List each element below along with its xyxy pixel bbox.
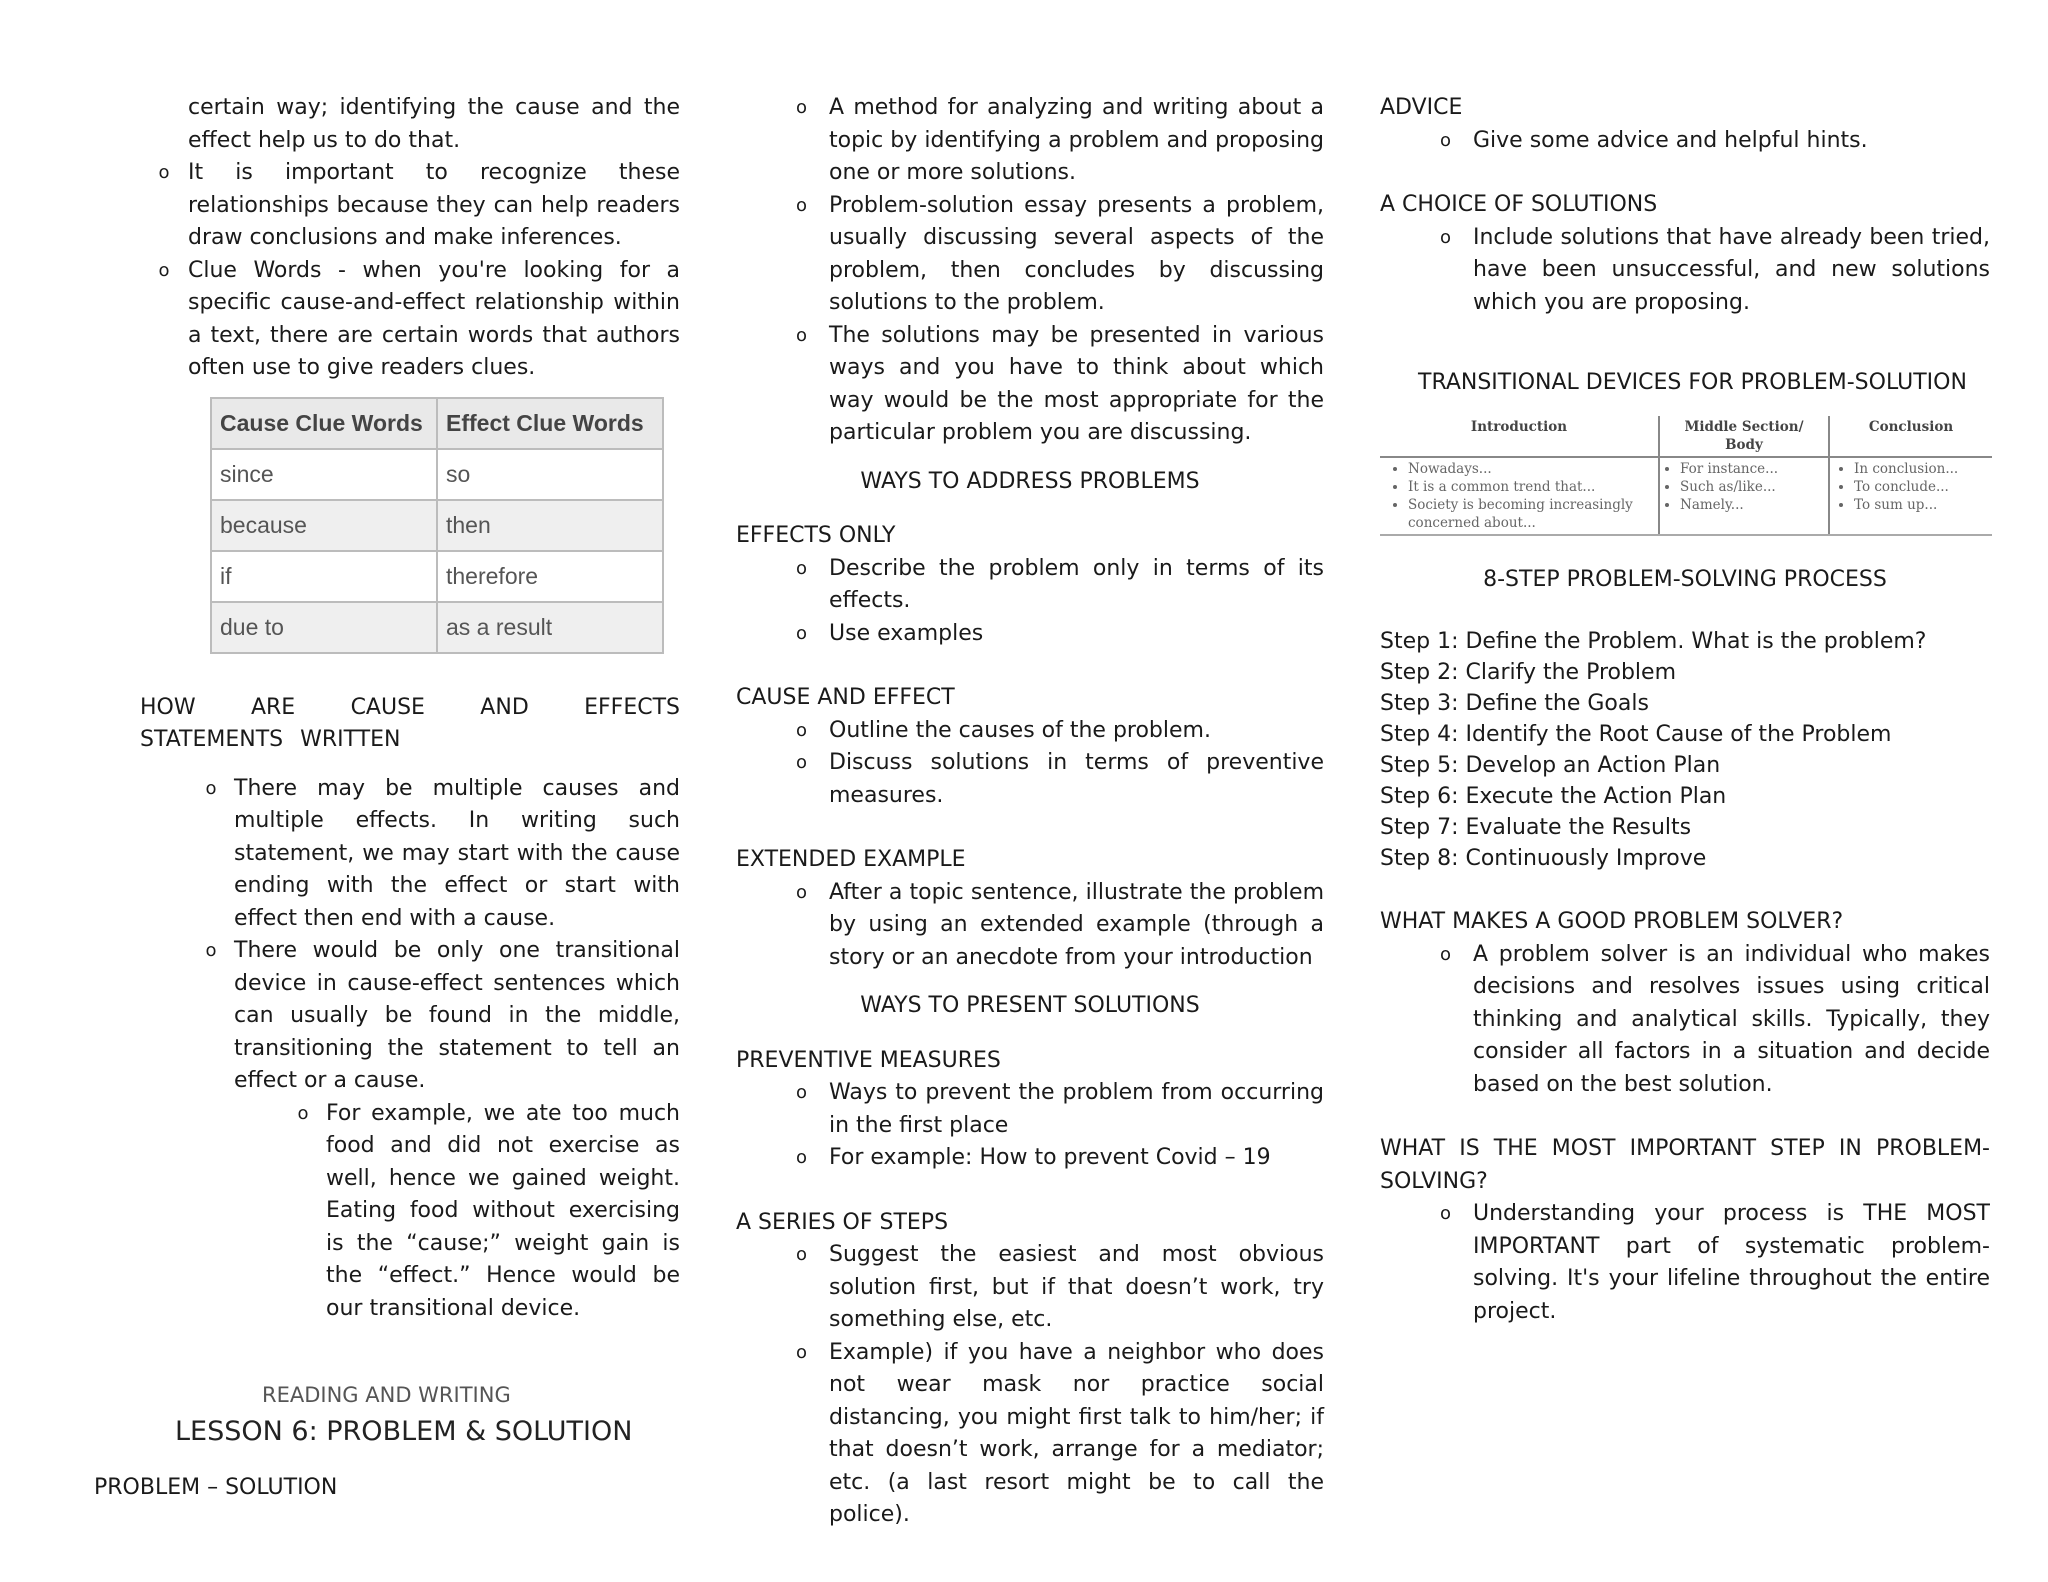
column-3: [1380, 92, 1990, 1328]
list-item: o It is important to recognize these relationships because they can help readers draw conclusions and make inferences.: [140, 157, 680, 255]
section-heading: TRANSITIONAL DEVICES FOR PROBLEM-SOLUTION: [1418, 370, 1967, 395]
table-cell: [1829, 457, 1992, 535]
list-item: • Society is becoming increasingly concerned about...: [1408, 496, 1654, 532]
list-item: o For example: How to prevent Covid – 19: [736, 1142, 1324, 1175]
table-cell: if: [211, 551, 437, 602]
subheading: ADVICE: [1380, 95, 1463, 120]
list-item: o Include solutions that have already been tried, have been unsuccessful, and new solutions which you are proposing.: [1380, 222, 1990, 320]
bullet-marker: o: [795, 719, 807, 741]
subheading: EXTENDED EXAMPLE: [736, 847, 966, 872]
table-cell: so: [437, 449, 663, 500]
list-item: • To conclude...: [1854, 478, 1988, 496]
table-cell: since: [211, 449, 437, 500]
list-item: • In conclusion...: [1854, 460, 1988, 478]
list-item: • For instance...: [1680, 460, 1824, 478]
bullet-marker: o: [795, 1341, 807, 1363]
list-item: • To sum up...: [1854, 496, 1988, 514]
table-header: Middle Section/ Body: [1659, 416, 1829, 457]
list-item: o Ways to prevent the problem from occurring in the first place: [736, 1077, 1324, 1142]
list-item: o There may be multiple causes and multiple effects. In writing such statement, we may start with the cause ending with the effect or start with effect then end with a cause.: [140, 773, 680, 936]
transitional-devices-table: [1380, 416, 1992, 536]
bullet-marker: o: [158, 259, 170, 281]
bullet-marker: o: [795, 557, 807, 579]
table-cell: as a result: [437, 602, 663, 653]
list-item: o The solutions may be presented in various ways and you have to think about which way would be the most appropriate for the particular problem you are discussing.: [736, 320, 1324, 450]
subheading: WHAT IS THE MOST IMPORTANT STEP IN PROBLEM-SOLVING?: [1380, 1136, 1990, 1194]
step-item: Step 1: Define the Problem. What is the problem?: [1380, 629, 1927, 654]
subheading: PREVENTIVE MEASURES: [736, 1047, 1001, 1073]
list-item: • Nowadays...: [1408, 460, 1654, 478]
bullet-marker: o: [795, 1147, 807, 1168]
bullet-marker: o: [297, 1102, 309, 1124]
list-item: o Outline the causes of the problem.: [736, 715, 1324, 748]
section-heading: WAYS TO PRESENT SOLUTIONS: [860, 993, 1200, 1018]
section-heading: PROBLEM – SOLUTION: [94, 1474, 338, 1500]
subheading: CAUSE AND EFFECT: [736, 685, 955, 710]
bullet-marker: o: [795, 194, 807, 216]
list-item: o Give some advice and helpful hints.: [1380, 125, 1990, 158]
bullet-marker: o: [1439, 943, 1451, 965]
table-header: Cause Clue Words: [211, 398, 437, 449]
bullet-marker: o: [795, 97, 807, 118]
section-heading: HOW ARE CAUSE AND EFFECTS STATEMENTS WRITTEN: [140, 694, 680, 752]
list-item: o Use examples: [736, 618, 1324, 651]
list-item: o Suggest the easiest and most obvious solution first, but if that doesn’t work, try something else, etc.: [736, 1239, 1324, 1337]
table-cell: then: [437, 500, 663, 551]
table-header: Effect Clue Words: [437, 398, 663, 449]
table-cell: due to: [211, 602, 437, 653]
bullet-marker: o: [795, 881, 807, 903]
list-item: o For example, we ate too much food and did not exercise as well, hence we gained weight. Eating food without exercising is the “cause;” weight gain is the “effect.” Hence would be our transitional device.: [140, 1098, 680, 1326]
list-item: o Understanding your process is THE MOST IMPORTANT part of systematic problem-solving. It's your lifeline throughout the entire project.: [1380, 1198, 1990, 1328]
list-item: o There would be only one transitional device in cause-effect sentences which can usually be found in the middle, transitioning the statement to tell an effect or a cause.: [140, 935, 680, 1098]
table-cell: therefore: [437, 551, 663, 602]
list-item: • It is a common trend that...: [1408, 478, 1654, 496]
bullet-marker: o: [1439, 226, 1451, 248]
list-item: o A method for analyzing and writing about a topic by identifying a problem and proposing one or more solutions.: [736, 92, 1324, 190]
column-1: [94, 92, 680, 1504]
subheading: WHAT MAKES A GOOD PROBLEM SOLVER?: [1380, 909, 1844, 934]
bullet-marker: o: [205, 777, 217, 799]
subheading: EFFECTS ONLY: [736, 523, 896, 548]
section-heading: 8-STEP PROBLEM-SOLVING PROCESS: [1483, 566, 1887, 592]
intro-continuation: certain way; identifying the cause and the effect help us to do that.: [188, 95, 680, 153]
list-item: o Problem-solution essay presents a problem, usually discussing several aspects of the problem, then concludes by discussing solutions to the problem.: [736, 190, 1324, 320]
clue-words-table: [210, 397, 664, 654]
step-item: Step 4: Identify the Root Cause of the Problem: [1380, 722, 1892, 747]
bullet-marker: o: [158, 162, 170, 183]
step-item: Step 3: Define the Goals: [1380, 691, 1649, 716]
bullet-marker: o: [795, 622, 807, 644]
step-item: Step 2: Clarify the Problem: [1380, 660, 1677, 685]
subject-label: READING AND WRITING: [262, 1383, 511, 1407]
list-item: o Clue Words - when you're looking for a specific cause-and-effect relationship within a text, there are certain words that authors often use to give readers clues.: [140, 255, 680, 385]
lesson-title: LESSON 6: PROBLEM & SOLUTION: [175, 1415, 633, 1447]
table-header: Conclusion: [1829, 416, 1992, 457]
list-item: [140, 92, 680, 157]
subheading: A SERIES OF STEPS: [736, 1209, 949, 1235]
bullet-marker: o: [205, 940, 217, 961]
table-cell: [1659, 457, 1829, 535]
bullet-marker: o: [1439, 1203, 1451, 1224]
step-item: Step 5: Develop an Action Plan: [1380, 753, 1721, 778]
step-item: Step 6: Execute the Action Plan: [1380, 784, 1727, 809]
section-heading: WAYS TO ADDRESS PROBLEMS: [860, 468, 1200, 494]
list-item: o After a topic sentence, illustrate the problem by using an extended example (through a story or an anecdote from your introduction: [736, 877, 1324, 975]
list-item: o Discuss solutions in terms of preventive measures.: [736, 747, 1324, 812]
step-item: Step 8: Continuously Improve: [1380, 846, 1707, 871]
table-cell: because: [211, 500, 437, 551]
bullet-marker: o: [795, 324, 807, 346]
list-item: • Namely...: [1680, 496, 1824, 514]
bullet-marker: o: [1439, 129, 1451, 151]
list-item: o Describe the problem only in terms of its effects.: [736, 553, 1324, 618]
column-2: [736, 92, 1324, 1532]
list-item: o Example) if you have a neighbor who does not wear mask nor practice social distancing, you might first talk to him/her; if that doesn’t work, arrange for a mediator; etc. (a last resort might be to call the police).: [736, 1337, 1324, 1532]
list-item: o A problem solver is an individual who makes decisions and resolves issues using critical thinking and analytical skills. Typically, they consider all factors in a situation and decide based on the best solution.: [1380, 939, 1990, 1102]
list-item: • Such as/like...: [1680, 478, 1824, 496]
bullet-marker: o: [795, 752, 807, 773]
subheading: A CHOICE OF SOLUTIONS: [1380, 192, 1658, 217]
table-header: Introduction: [1380, 416, 1659, 457]
table-cell: [1380, 457, 1659, 535]
bullet-marker: o: [795, 1082, 807, 1103]
bullet-marker: o: [795, 1244, 807, 1265]
step-item: Step 7: Evaluate the Results: [1380, 815, 1692, 840]
